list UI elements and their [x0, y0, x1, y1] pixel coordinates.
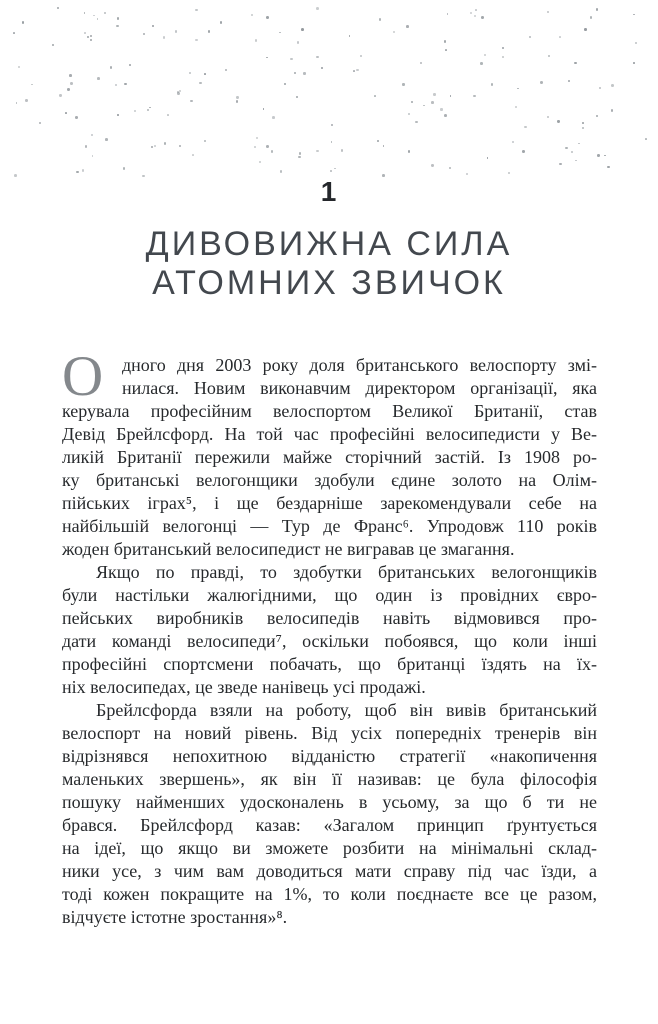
text-line: брався. Брейлсфорд казав: «Загалом принцип ґрунтується [62, 815, 597, 835]
decorative-dot [256, 137, 258, 139]
decorative-dot [297, 41, 299, 43]
decorative-dot [175, 30, 178, 33]
decorative-dot [104, 12, 106, 14]
decorative-dot [590, 16, 592, 18]
text-line: велоспорт на новий рівень. Від усіх попередніх тренерів він [62, 723, 597, 743]
decorative-dot [204, 140, 206, 142]
decorative-dot [85, 145, 87, 147]
paragraph [62, 345, 597, 561]
decorative-dot [90, 35, 92, 37]
text-line: були настільки жалюгідними, що один із провідних євро- [62, 585, 597, 605]
decorative-dot [502, 56, 504, 58]
decorative-dot [393, 31, 395, 33]
decorative-dot [296, 96, 298, 98]
decorative-dot [450, 95, 452, 97]
decorative-dot [349, 35, 351, 37]
decorative-dot [466, 173, 468, 175]
decorative-dot [445, 49, 447, 51]
decorative-dot [298, 156, 301, 159]
decorative-dot [540, 81, 543, 84]
decorative-dot [65, 112, 67, 114]
text-line: відчуєте істотне зростання»⁸. [62, 907, 288, 927]
decorative-dot [149, 107, 151, 109]
body-text [62, 345, 597, 929]
text-line: пійських іграх⁵, і ще бездарніше зарекомендували себе на [62, 493, 597, 513]
decorative-dot [517, 88, 519, 90]
decorative-dot [143, 33, 145, 35]
decorative-dot [596, 115, 599, 118]
decorative-dot [266, 16, 269, 19]
text-line: дного дня 2003 року доля британського велоспорту змі- [122, 355, 597, 375]
decorative-dot [251, 14, 254, 17]
decorative-dot [547, 11, 549, 13]
decorative-dot [13, 32, 15, 34]
decorative-dot [582, 127, 584, 129]
text-line: жоден британський велосипедист не вигравав це змагання. [62, 539, 515, 559]
decorative-dot [31, 84, 33, 86]
chapter-title-line-1: ДИВОВИЖНА СИЛА [145, 225, 513, 263]
decorative-dot [57, 7, 59, 9]
decorative-dot [272, 116, 275, 119]
decorative-dot [475, 9, 477, 11]
decorative-dot [290, 58, 293, 61]
decorative-dot [303, 72, 305, 74]
decorative-dot [179, 90, 181, 92]
paragraph [62, 561, 597, 699]
decorative-dot [406, 25, 409, 28]
decorative-dot [316, 7, 319, 10]
decorative-dot [87, 36, 89, 38]
decorative-dot [447, 13, 449, 15]
decorative-dot [204, 73, 206, 75]
decorative-dot [195, 39, 197, 41]
decorative-dot [39, 122, 41, 124]
decorative-dot [331, 141, 333, 143]
decorative-dot [408, 150, 410, 152]
decorative-dot [67, 88, 70, 91]
decorative-dot [331, 124, 333, 126]
decorative-dot [415, 121, 417, 123]
decorative-dot [263, 108, 265, 110]
text-line: керувала професійним велоспортом Великої Британії, став [62, 401, 597, 421]
decorative-dot [374, 95, 376, 97]
decorative-dot [522, 150, 525, 153]
decorative-dot [164, 142, 166, 144]
decorative-dot [93, 15, 95, 17]
decorative-dot [491, 83, 494, 86]
decorative-dot [449, 167, 451, 169]
decorative-dot [301, 28, 304, 31]
decorative-dot [431, 164, 433, 166]
decorative-dot [190, 100, 192, 102]
chapter-number: 1 [320, 176, 338, 207]
decorative-dot [330, 170, 332, 172]
decorative-dot [431, 101, 434, 104]
decorative-dot [105, 138, 108, 141]
text-line: тоді кожен покращите на 1%, то коли поєднаєте все це разом, [62, 884, 597, 904]
text-line: пошуку найменших удосконалень в усьому, за що б ти не [62, 792, 597, 812]
decorative-dot [597, 154, 600, 157]
decorative-dot [134, 110, 136, 112]
decorative-dot [584, 28, 587, 31]
decorative-dot [440, 108, 442, 110]
decorative-dot [575, 160, 577, 162]
decorative-dot [236, 96, 238, 98]
decorative-dot [192, 154, 194, 156]
decorative-dot [508, 172, 510, 174]
decorative-dot [110, 66, 113, 69]
decorative-dot [571, 151, 573, 153]
decorative-dot [179, 145, 181, 147]
decorative-dot [334, 168, 336, 170]
decorative-dot [22, 21, 25, 24]
text-line: на ідеї, що якщо ви зможете розбити на мінімальні склад- [62, 838, 597, 858]
decorative-dot [402, 83, 404, 85]
decorative-dot [356, 69, 358, 71]
decorative-dot [220, 21, 222, 23]
decorative-dot [116, 25, 118, 27]
decorative-dot [25, 99, 28, 102]
decorative-dot [266, 145, 269, 148]
decorative-dot [279, 32, 281, 34]
decorative-dot [474, 15, 477, 18]
decorative-dot [502, 47, 504, 49]
decorative-dot [473, 95, 475, 97]
decorative-dot [70, 82, 73, 85]
decorative-dot [208, 30, 210, 32]
decorative-dot [484, 54, 486, 56]
decorative-dot [123, 167, 125, 169]
decorative-dot [316, 150, 319, 153]
decorative-dot [284, 83, 287, 86]
decorative-dot [129, 64, 131, 66]
decorative-dot [163, 36, 166, 39]
decorative-dot [635, 42, 638, 45]
decorative-dot [470, 12, 472, 14]
decorative-dot [515, 106, 517, 108]
decorative-dot [16, 102, 18, 104]
decorative-dot [341, 149, 343, 151]
decorative-dot [151, 146, 153, 148]
paragraph [62, 699, 597, 929]
decorative-dot [547, 116, 549, 118]
text-line: ку британські велогонщики здобули єдине золото на Олім- [62, 470, 597, 490]
decorative-dot [266, 57, 268, 59]
decorative-dots-pattern [0, 0, 658, 186]
decorative-dot [611, 84, 614, 87]
decorative-dot [529, 36, 531, 38]
decorative-dot [633, 14, 635, 16]
decorative-dot [189, 72, 191, 74]
decorative-dot [18, 66, 21, 69]
decorative-dot [152, 25, 154, 27]
decorative-dot [574, 62, 576, 64]
decorative-dot [69, 74, 72, 77]
decorative-dot [177, 91, 179, 93]
decorative-dot [84, 32, 86, 34]
decorative-dot [596, 8, 599, 11]
decorative-dot [154, 145, 156, 147]
decorative-dot [420, 62, 422, 64]
drop-cap: О [62, 345, 104, 408]
decorative-dot [559, 36, 561, 38]
decorative-dot [59, 94, 61, 96]
chapter-title-line-2: АТОМНИХ ЗВИЧОК [152, 264, 506, 302]
decorative-dot [487, 157, 489, 159]
decorative-dot [524, 126, 527, 129]
decorative-dot [321, 67, 323, 69]
decorative-dot [582, 122, 584, 124]
decorative-dot [115, 84, 117, 86]
decorative-dot [480, 62, 483, 65]
decorative-dot [568, 80, 570, 82]
text-line: ликій Британії пережили майже сторічний застій. Із 1908 ро- [62, 447, 597, 467]
text-line: найбільшій велогонці — Тур де Франс⁶. Упродовж 110 років [62, 516, 597, 536]
decorative-dot [97, 18, 99, 20]
text-line: дати команді велосипеди⁷, оскільки побоявся, що коли інші [62, 631, 597, 651]
text-line: маленьких звершень», як він її називав: це була філософія [62, 769, 597, 789]
decorative-dot [604, 155, 606, 157]
decorative-dot [444, 40, 447, 43]
decorative-dot [512, 141, 514, 143]
decorative-dot [299, 152, 301, 154]
chapter-title [0, 225, 658, 303]
decorative-dot [91, 134, 93, 136]
decorative-dot [379, 18, 381, 20]
decorative-dot [377, 140, 379, 142]
decorative-dot [481, 16, 484, 19]
decorative-dot [280, 170, 283, 173]
decorative-dot [259, 161, 261, 163]
decorative-dot [548, 55, 550, 57]
decorative-dot [124, 83, 127, 86]
decorative-dot [559, 163, 561, 165]
decorative-dot [423, 105, 425, 107]
decorative-dot [353, 70, 355, 72]
decorative-dot [408, 113, 410, 115]
decorative-dot [167, 114, 169, 116]
text-line: ніх велосипедах, це зведе нанівець усі продажі. [62, 677, 426, 697]
decorative-dot [147, 109, 149, 111]
text-line: нилася. Новим виконавчим директором організації, яка [122, 378, 597, 398]
decorative-dot [199, 82, 202, 85]
decorative-dot [75, 116, 78, 119]
decorative-dot [633, 62, 635, 64]
decorative-dot [92, 155, 94, 157]
decorative-dot [565, 147, 567, 149]
decorative-dot [433, 93, 435, 95]
decorative-dot [117, 114, 119, 116]
decorative-dot [316, 56, 319, 59]
decorative-dot [557, 120, 559, 122]
decorative-dot [52, 44, 55, 47]
decorative-dot [294, 72, 296, 74]
decorative-dot [97, 77, 100, 80]
text-line: Девід Брейлсфорд. На той час професійні велосипедисти у Ве- [62, 424, 597, 444]
decorative-dot [383, 145, 385, 147]
decorative-dot [254, 146, 256, 148]
decorative-dot [90, 39, 92, 41]
decorative-dot [444, 114, 447, 117]
text-line: пейських виробників велосипедів навіть відмовився про- [62, 608, 597, 628]
decorative-dot [645, 138, 647, 140]
decorative-dot [578, 143, 580, 145]
decorative-dot [76, 171, 79, 174]
decorative-dot [225, 69, 227, 71]
text-line: професійні спортсмени побачать, що британці їздять на їх- [62, 654, 597, 674]
decorative-dot [360, 55, 362, 57]
text-line: ники усе, з чим вам доводиться мати справу під час їзди, а [62, 861, 597, 881]
decorative-dot [271, 150, 273, 152]
text-line: Якщо по правді, то здобутки британських велогонщиків [96, 562, 597, 582]
decorative-dot [599, 87, 602, 90]
decorative-dot [255, 39, 258, 42]
text-line: відрізнявся непохитною відданістю стратегії «накопичення [62, 746, 597, 766]
decorative-dot [84, 12, 86, 14]
decorative-dot [411, 101, 413, 103]
decorative-dot [117, 17, 119, 19]
decorative-dot [607, 166, 609, 168]
text-line: Брейлсфорда взяли на роботу, щоб він вивів британський [96, 700, 597, 720]
decorative-dot [611, 109, 613, 111]
decorative-dot [82, 169, 85, 172]
decorative-dot [236, 100, 238, 102]
decorative-dot [195, 9, 197, 11]
